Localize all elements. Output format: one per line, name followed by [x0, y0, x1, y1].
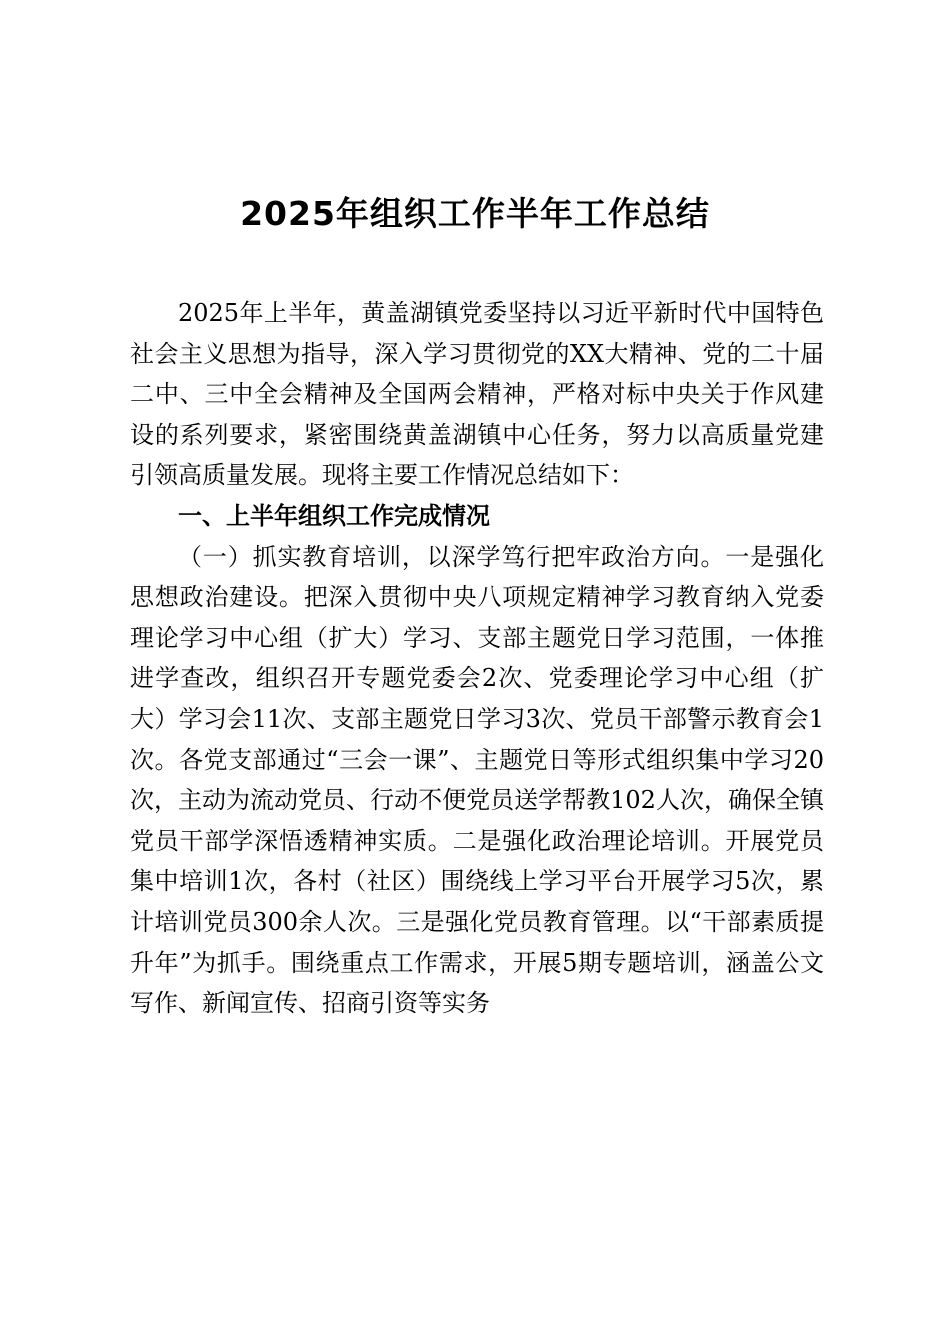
document-title: 2025年组织工作半年工作总结 — [240, 194, 710, 233]
section-paragraph: （一）抓实教育培训，以深学笃行把牢政治方向。一是强化思想政治建设。把深入贯彻中央八项规定精神学习教育纳入党委理论学习中心组（扩大）学习、支部主题党日学习范围，一体推进学查改，组织召开专题党委会2次、党委理论学习中心组（扩大）学习会11次、支部主题党日学习3次、党员干部警示教育会1次。各党支部通过“三会一课”、主题党日等形式组织集中学习20次，主动为流动党员、行动不便党员送学帮教102人次，确保全镇党员干部学深悟透精神实质。二是强化政治理论培训。开展党员集中培训1次，各村（社区）围绕线上学习平台开展学习5次，累计培训党员300余人次。三是强化党员教育管理。以“干部素质提升年”为抓手。围绕重点工作需求，开展5期专题培训，涵盖公文写作、新闻宣传、招商引资等实务 — [130, 542, 824, 1018]
document-body — [130, 293, 824, 1024]
section-heading: 一、上半年组织工作完成情况 — [178, 501, 490, 530]
intro-paragraph: 2025年上半年，黄盖湖镇党委坚持以习近平新时代中国特色社会主义思想为指导，深入学习贯彻党的XX大精神、党的二十届二中、三中全会精神及全国两会精神，严格对标中央关于作风建设的系列要求，紧密围绕黄盖湖镇中心任务，努力以高质量党建引领高质量发展。现将主要工作情况总结如下： — [130, 299, 824, 490]
